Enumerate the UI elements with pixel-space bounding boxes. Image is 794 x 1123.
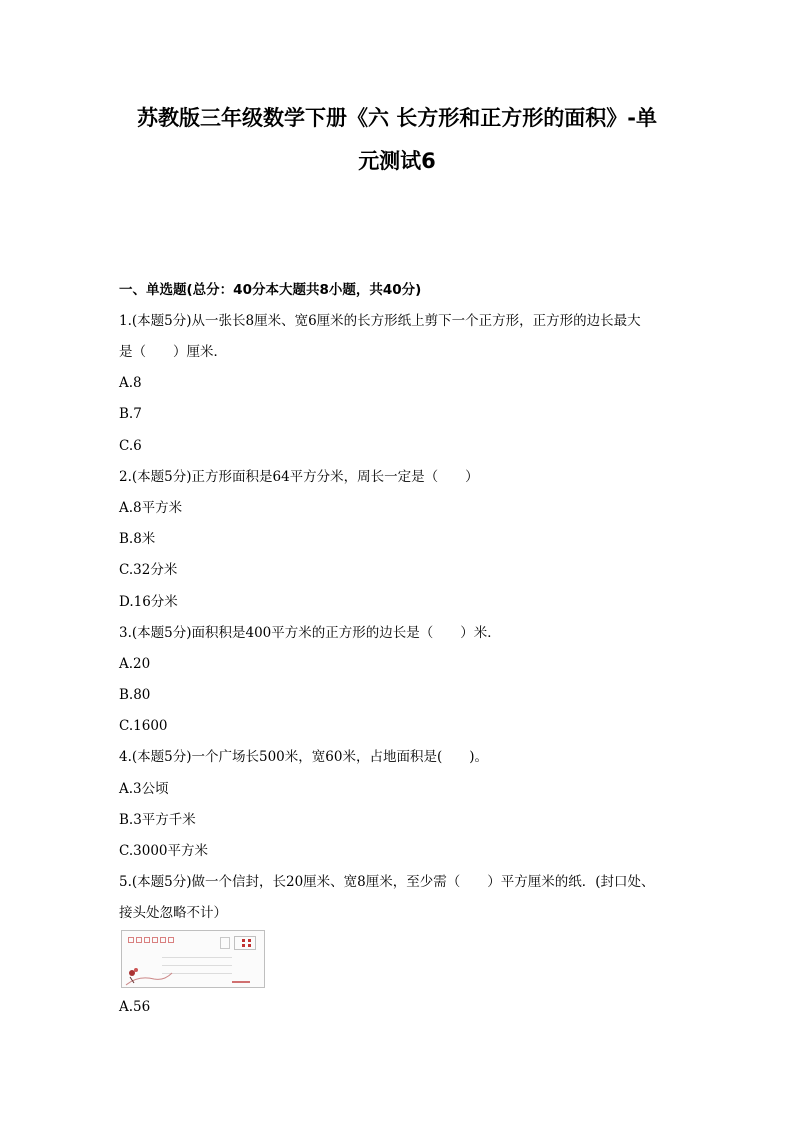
- postcode-box-icon: [144, 937, 150, 943]
- postcode-box-icon: [168, 937, 174, 943]
- question-4-option-c: C.3000平方米: [119, 843, 208, 859]
- question-3-option-a: A.20: [119, 656, 151, 672]
- address-line-icon: [162, 957, 232, 958]
- section-heading: 一、单选题(总分：40分本大题共8小题，共40分): [119, 282, 422, 298]
- question-5-option-a: A.56: [119, 999, 151, 1015]
- page-title-line-2: 元测试6: [358, 149, 436, 173]
- question-3-option-b: B.80: [119, 687, 151, 703]
- postcode-box-icon: [136, 937, 142, 943]
- stamp-dot-icon: [248, 939, 251, 942]
- question-2-option-c: C.32分米: [119, 562, 178, 578]
- envelope-illustration-icon: [121, 930, 265, 988]
- postcode-box-icon: [128, 937, 134, 943]
- question-2-option-b: B.8米: [119, 531, 156, 547]
- question-2-stem: 2.(本题5分)正方形面积是64平方分米，周长一定是（ ）: [119, 469, 479, 485]
- stamp-box-icon: [234, 936, 256, 950]
- question-1-option-a: A.8: [119, 375, 142, 391]
- page-title-line-1: 苏教版三年级数学下册《六 长方形和正方形的面积》-单: [136, 106, 658, 130]
- postcode-box-icon: [160, 937, 166, 943]
- question-2-option-d: D.16分米: [119, 594, 178, 610]
- question-3-option-c: C.1600: [119, 718, 168, 734]
- question-5-stem-line-2: 接头处忽略不计）: [119, 905, 227, 921]
- return-address-mark-icon: [232, 981, 250, 983]
- question-5-stem-line-1: 5.(本题5分)做一个信封，长20厘米、宽8厘米，至少需（ ）平方厘米的纸．(封口处、: [119, 874, 655, 890]
- stamp-dot-icon: [242, 944, 245, 947]
- question-1-stem-line-2: 是（ ）厘米．: [119, 344, 227, 360]
- flower-decoration-icon: [124, 961, 174, 987]
- question-1-option-c: C.6: [119, 438, 142, 454]
- stamp-dot-icon: [248, 944, 251, 947]
- postcode-box-icon: [152, 937, 158, 943]
- question-4-option-a: A.3公顷: [119, 781, 169, 797]
- question-3-stem: 3.(本题5分)面积积是400平方米的正方形的边长是（ ）米．: [119, 625, 501, 641]
- question-4-stem: 4.(本题5分)一个广场长500米，宽60米，占地面积是( )。: [119, 749, 488, 765]
- question-2-option-a: A.8平方米: [119, 500, 183, 516]
- question-4-option-b: B.3平方千米: [119, 812, 196, 828]
- question-1-stem-line-1: 1.(本题5分)从一张长8厘米、宽6厘米的长方形纸上剪下一个正方形，正方形的边长最大: [119, 313, 641, 329]
- stamp-box-icon: [220, 937, 230, 949]
- question-1-option-b: B.7: [119, 406, 142, 422]
- stamp-dot-icon: [242, 939, 245, 942]
